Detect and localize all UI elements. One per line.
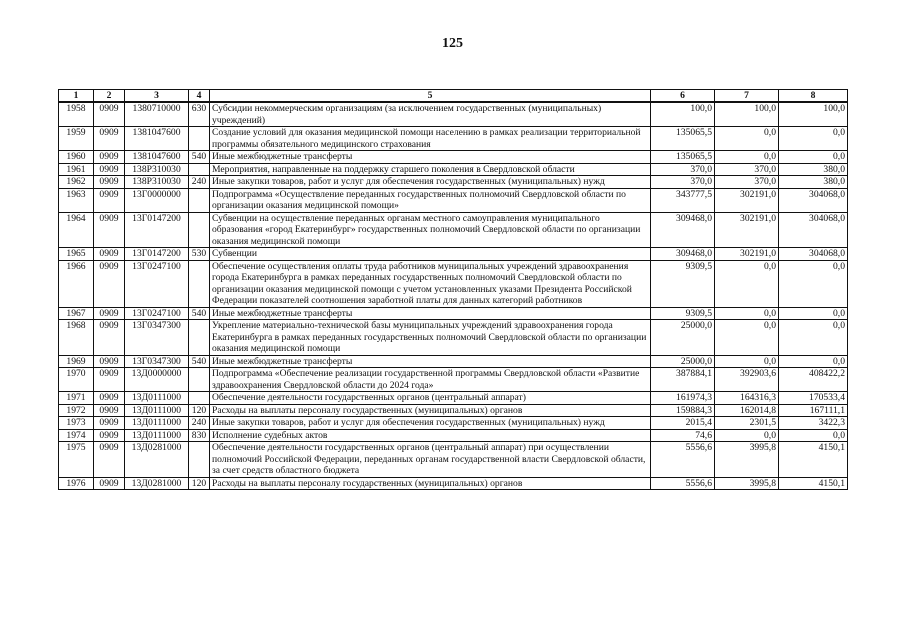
table-row [59, 127, 848, 151]
row-number-cell: 1975 [59, 442, 94, 478]
target-code-cell: 13Г0247100 [125, 307, 189, 320]
section-code-cell: 0909 [94, 163, 125, 176]
amount-year3-cell: 0,0 [779, 151, 848, 164]
table-row [59, 368, 848, 392]
target-code-cell: 138P310030 [125, 176, 189, 189]
expense-type-cell: 540 [189, 151, 210, 164]
expense-type-cell [189, 188, 210, 212]
target-code-cell: 1380710000 [125, 102, 189, 127]
row-number-cell: 1960 [59, 151, 94, 164]
amount-year2-cell: 302191,0 [715, 248, 779, 261]
row-number-cell: 1969 [59, 355, 94, 368]
amount-year2-cell: 164316,3 [715, 392, 779, 405]
section-code-cell: 0909 [94, 188, 125, 212]
table-body [59, 102, 848, 490]
row-number-cell: 1962 [59, 176, 94, 189]
description-cell: Укрепление материально-технической базы муниципальных учреждений здравоохранения города Екатеринбурга в рамках переданных государственных полномочий Свердловской области по организации оказания медицинской помощи [210, 320, 651, 356]
expense-type-cell [189, 368, 210, 392]
amount-year3-cell: 380,0 [779, 176, 848, 189]
target-code-cell: 13Г0147200 [125, 248, 189, 261]
target-code-cell: 13Д0111000 [125, 429, 189, 442]
amount-year1-cell: 309468,0 [651, 212, 715, 248]
table-row [59, 477, 848, 490]
table-row [59, 429, 848, 442]
table-row [59, 404, 848, 417]
amount-year1-cell: 100,0 [651, 102, 715, 127]
amount-year2-cell: 162014,8 [715, 404, 779, 417]
section-code-cell: 0909 [94, 260, 125, 307]
section-code-cell: 0909 [94, 392, 125, 405]
target-code-cell: 13Г0347300 [125, 355, 189, 368]
amount-year3-cell: 0,0 [779, 355, 848, 368]
row-number-cell: 1970 [59, 368, 94, 392]
expense-type-cell: 830 [189, 429, 210, 442]
row-number-cell: 1964 [59, 212, 94, 248]
section-code-cell: 0909 [94, 102, 125, 127]
row-number-cell: 1972 [59, 404, 94, 417]
amount-year2-cell: 0,0 [715, 151, 779, 164]
table-row [59, 417, 848, 430]
target-code-cell: 13Д0111000 [125, 417, 189, 430]
row-number-cell: 1965 [59, 248, 94, 261]
amount-year2-cell: 392903,6 [715, 368, 779, 392]
amount-year3-cell: 3422,3 [779, 417, 848, 430]
target-code-cell: 138P310030 [125, 163, 189, 176]
section-code-cell: 0909 [94, 368, 125, 392]
table-row [59, 355, 848, 368]
amount-year3-cell: 0,0 [779, 307, 848, 320]
amount-year3-cell: 380,0 [779, 163, 848, 176]
table-row [59, 176, 848, 189]
description-cell: Мероприятия, направленные на поддержку старшего поколения в Свердловской области [210, 163, 651, 176]
expense-type-cell [189, 163, 210, 176]
table-row [59, 102, 848, 127]
description-cell: Субвенции [210, 248, 651, 261]
amount-year2-cell: 100,0 [715, 102, 779, 127]
expense-type-cell: 530 [189, 248, 210, 261]
row-number-cell: 1971 [59, 392, 94, 405]
amount-year2-cell: 0,0 [715, 429, 779, 442]
description-cell: Создание условий для оказания медицинской помощи населению в рамках реализации территориальной программы обязательного медицинского страхования [210, 127, 651, 151]
table-row [59, 442, 848, 478]
target-code-cell: 13Д0000000 [125, 368, 189, 392]
amount-year1-cell: 159884,3 [651, 404, 715, 417]
section-code-cell: 0909 [94, 442, 125, 478]
amount-year3-cell: 0,0 [779, 127, 848, 151]
expense-type-cell: 120 [189, 477, 210, 490]
section-code-cell: 0909 [94, 248, 125, 261]
amount-year1-cell: 9309,5 [651, 307, 715, 320]
target-code-cell: 1381047600 [125, 151, 189, 164]
table-row [59, 248, 848, 261]
amount-year1-cell: 387884,1 [651, 368, 715, 392]
description-cell: Иные межбюджетные трансферты [210, 307, 651, 320]
row-number-cell: 1976 [59, 477, 94, 490]
expense-type-cell [189, 392, 210, 405]
amount-year3-cell: 304068,0 [779, 188, 848, 212]
amount-year3-cell: 100,0 [779, 102, 848, 127]
amount-year1-cell: 25000,0 [651, 355, 715, 368]
table-row [59, 151, 848, 164]
section-code-cell: 0909 [94, 429, 125, 442]
description-cell: Иные межбюджетные трансферты [210, 151, 651, 164]
amount-year2-cell: 0,0 [715, 260, 779, 307]
amount-year3-cell: 304068,0 [779, 212, 848, 248]
description-cell: Субсидии некоммерческим организациям (за исключением государственных (муниципальных) учреждений) [210, 102, 651, 127]
amount-year2-cell: 0,0 [715, 307, 779, 320]
expense-type-cell [189, 127, 210, 151]
section-code-cell: 0909 [94, 307, 125, 320]
expense-type-cell [189, 212, 210, 248]
target-code-cell: 13Г0000000 [125, 188, 189, 212]
amount-year2-cell: 3995,8 [715, 442, 779, 478]
row-number-cell: 1963 [59, 188, 94, 212]
row-number-cell: 1961 [59, 163, 94, 176]
row-number-cell: 1958 [59, 102, 94, 127]
table-row [59, 188, 848, 212]
section-code-cell: 0909 [94, 404, 125, 417]
amount-year2-cell: 0,0 [715, 355, 779, 368]
amount-year2-cell: 302191,0 [715, 212, 779, 248]
description-cell: Подпрограмма «Обеспечение реализации государственной программы Свердловской области «Развитие здравоохранения Свердловской области до 2024 года» [210, 368, 651, 392]
description-cell: Обеспечение деятельности государственных органов (центральный аппарат) [210, 392, 651, 405]
table-row [59, 163, 848, 176]
description-cell: Обеспечение осуществления оплаты труда работников муниципальных учреждений здравоохранения города Екатеринбурга в рамках переданных государственных полномочий Свердловской области по организации оказания медицинской помощи с учетом установленных указами Президента Российской Федерации показателей соотношения заработной платы для данных категорий работников [210, 260, 651, 307]
amount-year2-cell: 2301,5 [715, 417, 779, 430]
budget-table [58, 89, 848, 490]
expense-type-cell: 540 [189, 355, 210, 368]
amount-year3-cell: 167111,1 [779, 404, 848, 417]
target-code-cell: 13Д0281000 [125, 442, 189, 478]
amount-year1-cell: 5556,6 [651, 442, 715, 478]
amount-year1-cell: 135065,5 [651, 151, 715, 164]
description-cell: Иные межбюджетные трансферты [210, 355, 651, 368]
amount-year1-cell: 309468,0 [651, 248, 715, 261]
amount-year1-cell: 135065,5 [651, 127, 715, 151]
amount-year3-cell: 304068,0 [779, 248, 848, 261]
row-number-cell: 1967 [59, 307, 94, 320]
section-code-cell: 0909 [94, 212, 125, 248]
table-row [59, 212, 848, 248]
expense-type-cell [189, 442, 210, 478]
expense-type-cell: 630 [189, 102, 210, 127]
column-header: 3 [125, 90, 189, 103]
expense-type-cell: 540 [189, 307, 210, 320]
column-header: 6 [651, 90, 715, 103]
amount-year3-cell: 0,0 [779, 429, 848, 442]
target-code-cell: 13Г0247100 [125, 260, 189, 307]
column-header: 7 [715, 90, 779, 103]
table-row [59, 392, 848, 405]
expense-type-cell [189, 320, 210, 356]
amount-year2-cell: 3995,8 [715, 477, 779, 490]
section-code-cell: 0909 [94, 320, 125, 356]
amount-year1-cell: 370,0 [651, 176, 715, 189]
target-code-cell: 13Д0281000 [125, 477, 189, 490]
amount-year1-cell: 9309,5 [651, 260, 715, 307]
amount-year1-cell: 370,0 [651, 163, 715, 176]
amount-year1-cell: 343777,5 [651, 188, 715, 212]
amount-year3-cell: 170533,4 [779, 392, 848, 405]
section-code-cell: 0909 [94, 176, 125, 189]
amount-year3-cell: 0,0 [779, 260, 848, 307]
target-code-cell: 1381047600 [125, 127, 189, 151]
amount-year2-cell: 0,0 [715, 320, 779, 356]
description-cell: Расходы на выплаты персоналу государственных (муниципальных) органов [210, 477, 651, 490]
expense-type-cell: 120 [189, 404, 210, 417]
section-code-cell: 0909 [94, 127, 125, 151]
amount-year1-cell: 2015,4 [651, 417, 715, 430]
table-row [59, 307, 848, 320]
amount-year3-cell: 408422,2 [779, 368, 848, 392]
target-code-cell: 13Д0111000 [125, 392, 189, 405]
column-header: 8 [779, 90, 848, 103]
amount-year1-cell: 25000,0 [651, 320, 715, 356]
target-code-cell: 13Д0111000 [125, 404, 189, 417]
amount-year1-cell: 161974,3 [651, 392, 715, 405]
description-cell: Подпрограмма «Осуществление переданных государственных полномочий Свердловской области по организации оказания медицинской помощи» [210, 188, 651, 212]
amount-year3-cell: 4150,1 [779, 442, 848, 478]
description-cell: Исполнение судебных актов [210, 429, 651, 442]
header-row [59, 90, 848, 103]
amount-year3-cell: 0,0 [779, 320, 848, 356]
column-header: 4 [189, 90, 210, 103]
row-number-cell: 1968 [59, 320, 94, 356]
description-cell: Обеспечение деятельности государственных органов (центральный аппарат) при осуществлении полномочий Российской Федерации, переданных органам государственной власти Свердловской области, за счет средств областного бюджета [210, 442, 651, 478]
row-number-cell: 1959 [59, 127, 94, 151]
section-code-cell: 0909 [94, 151, 125, 164]
row-number-cell: 1973 [59, 417, 94, 430]
row-number-cell: 1974 [59, 429, 94, 442]
amount-year2-cell: 0,0 [715, 127, 779, 151]
amount-year2-cell: 302191,0 [715, 188, 779, 212]
amount-year1-cell: 5556,6 [651, 477, 715, 490]
page-number: 125 [442, 36, 463, 51]
target-code-cell: 13Г0147200 [125, 212, 189, 248]
expense-type-cell: 240 [189, 176, 210, 189]
amount-year2-cell: 370,0 [715, 163, 779, 176]
amount-year3-cell: 4150,1 [779, 477, 848, 490]
expense-type-cell [189, 260, 210, 307]
amount-year1-cell: 74,6 [651, 429, 715, 442]
column-header: 5 [210, 90, 651, 103]
section-code-cell: 0909 [94, 417, 125, 430]
table-row [59, 260, 848, 307]
description-cell: Иные закупки товаров, работ и услуг для обеспечения государственных (муниципальных) нужд [210, 176, 651, 189]
expense-type-cell: 240 [189, 417, 210, 430]
description-cell: Расходы на выплаты персоналу государственных (муниципальных) органов [210, 404, 651, 417]
table-row [59, 320, 848, 356]
description-cell: Субвенции на осуществление переданных органам местного самоуправления муниципального образования «город Екатеринбург» государственных полномочий Свердловской области по организации оказания медицинской помощи [210, 212, 651, 248]
section-code-cell: 0909 [94, 477, 125, 490]
column-header: 1 [59, 90, 94, 103]
row-number-cell: 1966 [59, 260, 94, 307]
column-header: 2 [94, 90, 125, 103]
target-code-cell: 13Г0347300 [125, 320, 189, 356]
description-cell: Иные закупки товаров, работ и услуг для обеспечения государственных (муниципальных) нужд [210, 417, 651, 430]
section-code-cell: 0909 [94, 355, 125, 368]
amount-year2-cell: 370,0 [715, 176, 779, 189]
